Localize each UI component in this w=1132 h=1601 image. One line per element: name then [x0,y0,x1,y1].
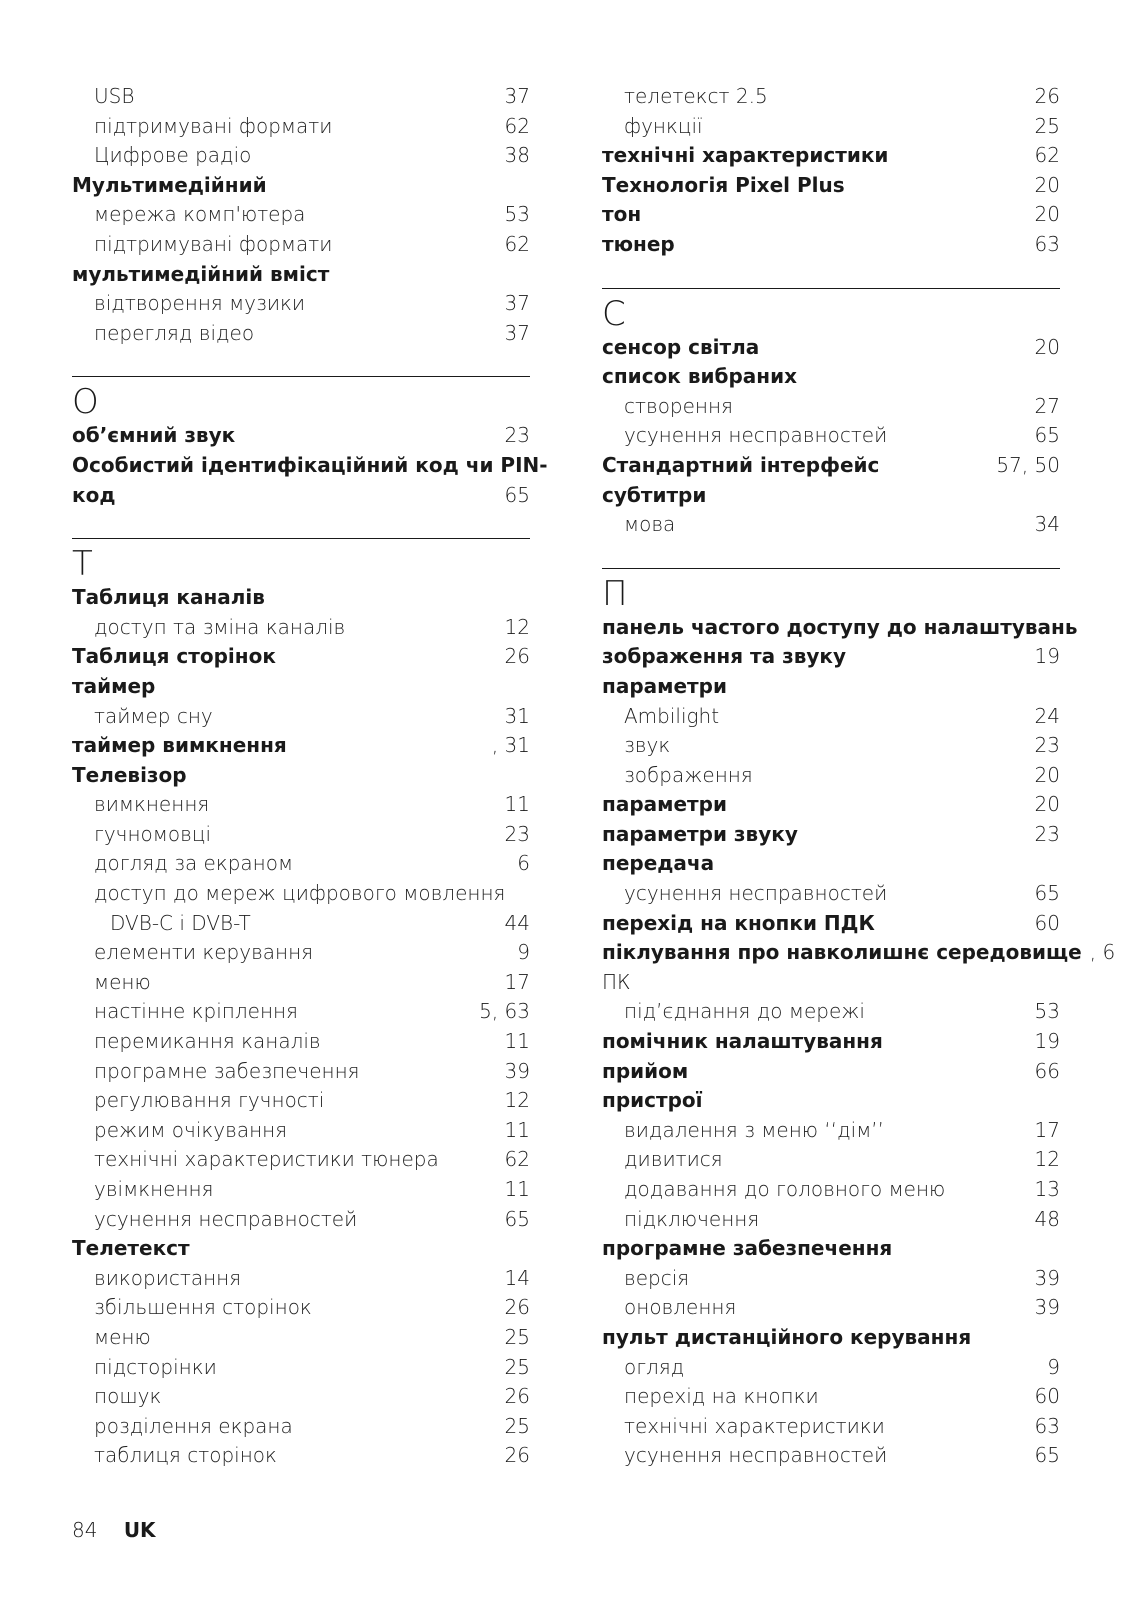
entry-text: функції [624,113,703,138]
index-subentry [72,1205,530,1235]
entry-text: код [72,482,116,507]
index-subentry [602,1175,1060,1205]
index-entry [602,451,1060,481]
index-subentry [72,1027,530,1057]
entry-page: 62 [504,231,530,256]
entry-text: ПК [602,969,631,994]
index-subentry [72,613,530,643]
entry-text: догляд за екраном [94,851,294,876]
entry-page: 62 [504,1147,530,1172]
index-subentry [72,702,530,732]
index-subentry [72,1382,530,1412]
entry-text: перегляд відео [94,320,255,345]
entry-page: 11 [504,792,530,817]
entry-text: Технологія Pixel Plus [602,172,845,197]
index-subentry [72,790,530,820]
entry-text: Ambilight [624,703,720,728]
page-footer [72,1518,156,1542]
index-entry [602,1086,1060,1116]
entry-text: об’ємний звук [72,423,236,448]
entry-page: 66 [1034,1058,1060,1083]
section-letter: О [72,382,99,423]
entry-page: 20 [1034,762,1060,787]
entry-text: підключення [624,1206,760,1231]
index-subentry [602,879,1060,909]
entry-text: мова [624,512,676,537]
entry-text: меню [94,1324,151,1349]
index-entry [602,938,1116,968]
entry-text: перемикання каналів [94,1029,321,1054]
entry-text: Мультимедійний [72,172,267,197]
page-number: 84 [72,1518,98,1542]
entry-text: усунення несправностей [624,881,888,906]
entry-text: увімкнення [94,1177,214,1201]
index-entry [72,761,530,791]
section-divider [602,568,1060,569]
entry-text: пристрої [602,1088,703,1113]
index-entry [72,672,530,702]
index-entry [72,171,530,201]
index-subentry [602,1441,1060,1471]
entry-page: 20 [1034,334,1060,359]
index-subentry [602,997,1060,1027]
entry-text: режим очікування [94,1117,288,1142]
entry-text: Цифрове радіо [94,143,252,168]
entry-text: розділення екрана [94,1413,293,1438]
index-subentry [602,1293,1060,1323]
section-divider [72,376,530,377]
index-subentry [72,1057,530,1087]
index-entry [72,1234,530,1264]
entry-text: регулювання гучності [94,1088,325,1113]
entry-page: 20 [1034,172,1060,197]
index-column-left [72,82,548,1471]
index-subentry [72,1116,530,1146]
entry-text: Таблиця сторінок [72,644,276,669]
index-subentry [72,968,530,998]
index-subentry [602,1412,1060,1442]
language-code: UK [123,1518,156,1542]
entry-text: помічник налаштування [602,1029,883,1054]
entry-text: таблиця сторінок [94,1443,277,1468]
entry-page: 62 [504,113,530,138]
entry-text: доступ та зміна каналів [94,614,346,639]
index-subentry [602,1264,1060,1294]
index-subentry [72,1293,530,1323]
entry-page: 14 [504,1265,530,1290]
entry-text: видалення з меню ‘‘дім’’ [624,1117,884,1142]
index-subentry [72,112,530,142]
entry-text: тюнер [602,231,675,256]
entry-page: 26 [504,1443,530,1468]
entry-page: 9 [517,940,530,965]
entry-page: 26 [504,644,530,669]
index-subentry [72,1323,530,1353]
index-subentry [602,1205,1060,1235]
entry-text: настінне кріплення [94,999,298,1024]
entry-page: 39 [504,1058,530,1083]
index-entry [602,849,1060,879]
entry-text: параметри звуку [602,821,798,846]
entry-page: 25 [504,1324,530,1349]
entry-page: 20 [1034,792,1060,817]
entry-text: пошук [94,1384,162,1409]
entry-page: 65 [1034,423,1060,448]
entry-page: 11 [504,1177,530,1201]
entry-text: перехід на кнопки [624,1384,819,1409]
index-subentry [72,200,530,230]
entry-text: усунення несправностей [624,1443,888,1468]
entry-text: перехід на кнопки ПДК [602,910,875,935]
section-letter: П [602,573,628,614]
entry-page: , 31 [491,733,530,758]
entry-text: збільшення сторінок [94,1295,312,1320]
entry-page: 12 [504,614,530,639]
index-entry [602,1057,1060,1087]
index-entry [72,731,530,761]
entry-text: таймер [72,673,156,698]
section-divider [602,288,1060,289]
entry-page: 53 [504,202,530,227]
entry-text: меню [94,969,151,994]
entry-text: прийом [602,1058,689,1083]
entry-page: 11 [504,1029,530,1054]
entry-page: 53 [1034,999,1060,1024]
entry-page: 23 [1034,821,1060,846]
entry-text: вимкнення [94,792,210,817]
entry-text: підсторінки [94,1354,217,1379]
entry-text: програмне забезпечення [602,1236,893,1261]
entry-text: додавання до головного меню [624,1177,946,1201]
entry-text: підтримувані формати [94,231,333,256]
entry-page: 65 [504,482,530,507]
index-subentry [72,997,530,1027]
index-subentry [602,1116,1060,1146]
entry-text: підтримувані формати [94,113,333,138]
entry-text: технічні характеристики [602,143,889,168]
entry-text: усунення несправностей [94,1206,358,1231]
entry-text: усунення несправностей [624,423,888,448]
entry-page: 25 [1034,113,1060,138]
entry-page: 60 [1034,910,1060,935]
index-entry [602,820,1060,850]
entry-text: зображення та звуку [602,644,847,669]
index-entry [72,583,530,613]
entry-page: 37 [504,84,530,108]
index-subentry [602,1382,1060,1412]
entry-page: 65 [1034,881,1060,906]
entry-text: програмне забезпечення [94,1058,360,1083]
entry-text: гучномовці [94,821,212,846]
entry-page: 23 [1034,733,1060,758]
entry-page: 31 [504,703,530,728]
entry-text: технічні характеристики [624,1413,885,1438]
entry-text: дивитися [624,1147,723,1172]
entry-page: 63 [1034,1413,1060,1438]
entry-text: Стандартний інтерфейс [602,452,880,477]
entry-page: 13 [1034,1177,1060,1201]
section-divider [72,538,530,539]
entry-text: Телевізор [72,762,187,787]
entry-page: 9 [1047,1354,1060,1379]
entry-text: технічні характеристики тюнера [94,1147,439,1172]
entry-text: доступ до мереж цифрового мовлення [94,881,506,906]
entry-text: сенсор світла [602,334,760,359]
index-entry [602,362,1060,392]
index-subentry [602,761,1060,791]
index-subentry [602,392,1060,422]
index-subentry [602,1353,1060,1383]
entry-text: Таблиця каналів [72,585,265,610]
index-subentry [602,1145,1060,1175]
index-subentry [72,319,530,349]
entry-page: 19 [1034,1029,1060,1054]
entry-text: використання [94,1265,242,1290]
index-entry [602,613,1078,643]
entry-page: 39 [1034,1295,1060,1320]
entry-text: під’єднання до мережі [624,999,865,1024]
index-entry [72,260,530,290]
entry-page: 25 [504,1413,530,1438]
entry-text: елементи керування [94,940,314,965]
index-entry [602,481,1060,511]
entry-text: передача [602,851,715,876]
index-subentry [602,510,1060,540]
index-subentry [72,820,530,850]
entry-page: 37 [504,320,530,345]
index-entry [602,171,1060,201]
entry-page: , 6 [1089,940,1116,965]
entry-text: телетекст 2.5 [624,84,768,108]
entry-page: 17 [504,969,530,994]
index-entry [72,642,530,672]
entry-page: 57, 50 [996,452,1060,477]
index-subentry [72,141,530,171]
entry-page: 12 [504,1088,530,1113]
entry-text: створення [624,393,733,418]
index-subentry [72,289,530,319]
entry-text: USB [94,84,135,108]
index-entry [72,481,530,511]
index-subentry [72,82,530,112]
entry-text: субтитри [602,482,707,507]
section-letter: С [602,293,626,334]
entry-page: 24 [1034,703,1060,728]
index-entry [602,200,1060,230]
entry-page: 44 [504,910,530,935]
entry-page: 26 [504,1384,530,1409]
entry-page: 38 [504,143,530,168]
entry-text: оновлення [624,1295,737,1320]
index-entry [602,1323,1060,1353]
entry-text: тон [602,202,642,227]
entry-page: 12 [1034,1147,1060,1172]
entry-page: 62 [1034,143,1060,168]
entry-page: 60 [1034,1384,1060,1409]
index-entry [602,141,1060,171]
index-subentry [72,1145,530,1175]
entry-text: параметри [602,673,727,698]
index-subentry [72,879,530,909]
entry-text: мультимедійний вміст [72,261,330,286]
entry-text: список вибраних [602,364,797,389]
index-entry [602,230,1060,260]
entry-text: звук [624,733,671,758]
entry-page: 5, 63 [479,999,530,1024]
entry-page: 6 [517,851,530,876]
index-entry [602,909,1060,939]
index-subentry [72,1412,530,1442]
index-subentry [602,421,1060,451]
index-subentry [72,1086,530,1116]
index-entry [72,421,530,451]
entry-page: 17 [1034,1117,1060,1142]
index-subentry [72,909,530,939]
index-subentry [72,1264,530,1294]
index-entry [72,451,548,481]
entry-page: 48 [1034,1206,1060,1231]
entry-text: параметри [602,792,727,817]
entry-text: Особистий ідентифікаційний код чи PIN- [72,452,548,477]
entry-text: версія [624,1265,690,1290]
index-column-right [602,82,1116,1471]
entry-page: 25 [504,1354,530,1379]
entry-text: пульт дистанційного керування [602,1324,972,1349]
index-subentry [72,1175,530,1205]
index-subentry [602,731,1060,761]
index-subentry [602,702,1060,732]
entry-page: 26 [1034,84,1060,108]
entry-page: 20 [1034,202,1060,227]
entry-text: Телетекст [72,1236,190,1261]
index-entry [602,642,1060,672]
entry-text: таймер вимкнення [72,733,287,758]
entry-page: 65 [1034,1443,1060,1468]
entry-page: 37 [504,291,530,316]
section-letter: Т [72,544,93,585]
index-entry [602,1027,1060,1057]
entry-page: 23 [504,821,530,846]
index-subentry [602,112,1060,142]
entry-page: 65 [504,1206,530,1231]
entry-text: таймер сну [94,703,213,728]
index-entry [602,333,1060,363]
index-subentry [602,82,1060,112]
index-entry [602,672,1060,702]
entry-page: 27 [1034,393,1060,418]
entry-text: піклування про навколишнє середовище [602,940,1082,965]
entry-page: 19 [1034,644,1060,669]
entry-page: 34 [1034,512,1060,537]
entry-text: огляд [624,1354,685,1379]
index-subentry [72,938,530,968]
entry-text: DVB-C і DVB-T [110,910,251,935]
index-subentry [72,1353,530,1383]
entry-page: 26 [504,1295,530,1320]
entry-text: зображення [624,762,753,787]
index-subentry [72,230,530,260]
index-entry [602,1234,1060,1264]
entry-text: відтворення музики [94,291,306,316]
index-subentry [602,968,1060,998]
index-subentry [72,849,530,879]
entry-text: мережа комп'ютера [94,202,306,227]
entry-page: 39 [1034,1265,1060,1290]
entry-text: панель частого доступу до налаштувань [602,614,1078,639]
entry-page: 63 [1034,231,1060,256]
entry-page: 23 [504,423,530,448]
index-subentry [72,1441,530,1471]
entry-page: 11 [504,1117,530,1142]
index-entry [602,790,1060,820]
